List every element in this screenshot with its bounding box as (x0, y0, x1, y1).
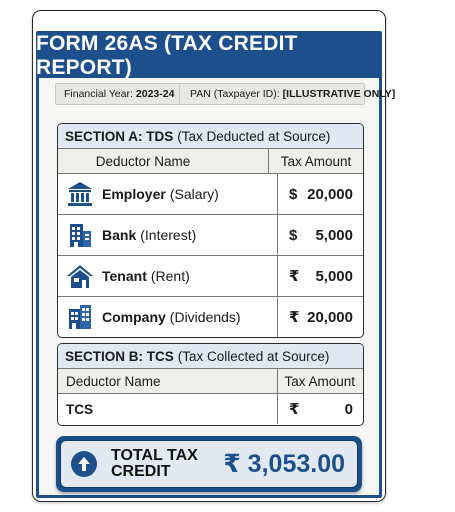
table-row (58, 394, 363, 424)
deductor-detail: (Interest) (140, 227, 197, 243)
up-arrow-icon (71, 451, 97, 477)
deductor-name: Employer (102, 186, 166, 202)
total-label (111, 448, 207, 480)
deductor-name-header: Deductor Name (58, 369, 278, 393)
financial-year-label: Financial Year: (64, 88, 133, 100)
deductor-name: Bank (102, 227, 137, 243)
deductor-name-header: Deductor Name (58, 149, 269, 173)
office-building-icon (66, 221, 94, 249)
pan-value: [ILLUSTRATIVE ONLY] (282, 88, 396, 100)
section-a-title (58, 124, 363, 149)
currency-symbol: $ (289, 226, 298, 244)
financial-year-value: 2023-24 (135, 88, 175, 100)
house-icon (66, 262, 94, 290)
table-row (58, 297, 363, 337)
total-label-line1: TOTAL TAX (111, 447, 198, 464)
section-b-code: SECTION B: TCS (65, 348, 174, 364)
financial-year-box (55, 83, 195, 105)
pan-label: PAN (Taxpayer ID): (190, 88, 280, 100)
tax-amount: 5,000 (315, 226, 353, 244)
section-b-title (58, 344, 363, 369)
deductor-name: Company (102, 309, 166, 325)
currency-symbol: ₹ (289, 401, 300, 418)
section-a-code: SECTION A: TDS (65, 128, 174, 144)
table-row (58, 174, 363, 215)
tax-amount-header: Tax Amount (284, 373, 355, 389)
section-a-desc: (Tax Deducted at Source) (177, 128, 331, 144)
total-value: ₹ 3,053.00 (223, 450, 345, 478)
deductor-name: Tenant (102, 268, 147, 284)
tax-amount: 5,000 (315, 267, 353, 285)
page-title: FORM 26AS (TAX CREDIT REPORT) (36, 34, 382, 78)
tax-amount: 0 (344, 400, 353, 418)
currency-symbol: ₹ (289, 268, 300, 285)
deductor-name: TCS (58, 394, 278, 424)
section-a-tds-table (57, 123, 364, 338)
section-b-desc: (Tax Collected at Source) (177, 348, 330, 364)
tax-amount: 20,000 (307, 185, 353, 203)
currency-symbol: $ (289, 185, 298, 203)
deductor-detail: (Dividends) (169, 309, 241, 325)
total-label-line2: CREDIT (111, 463, 171, 480)
company-building-icon (66, 303, 94, 331)
pan-box (179, 83, 396, 105)
tax-amount: 20,000 (307, 308, 353, 326)
table-row (58, 256, 363, 297)
currency-symbol: ₹ (289, 309, 300, 326)
bank-building-icon (66, 180, 94, 208)
tax-amount-header: Tax Amount (280, 153, 352, 169)
section-a-header-row (58, 149, 363, 174)
deductor-detail: (Rent) (150, 268, 190, 284)
deductor-detail: (Salary) (169, 186, 219, 202)
total-tax-credit-panel (56, 436, 362, 492)
section-b-tcs-table (57, 343, 364, 426)
section-b-header-row (58, 369, 363, 394)
table-row (58, 215, 363, 256)
